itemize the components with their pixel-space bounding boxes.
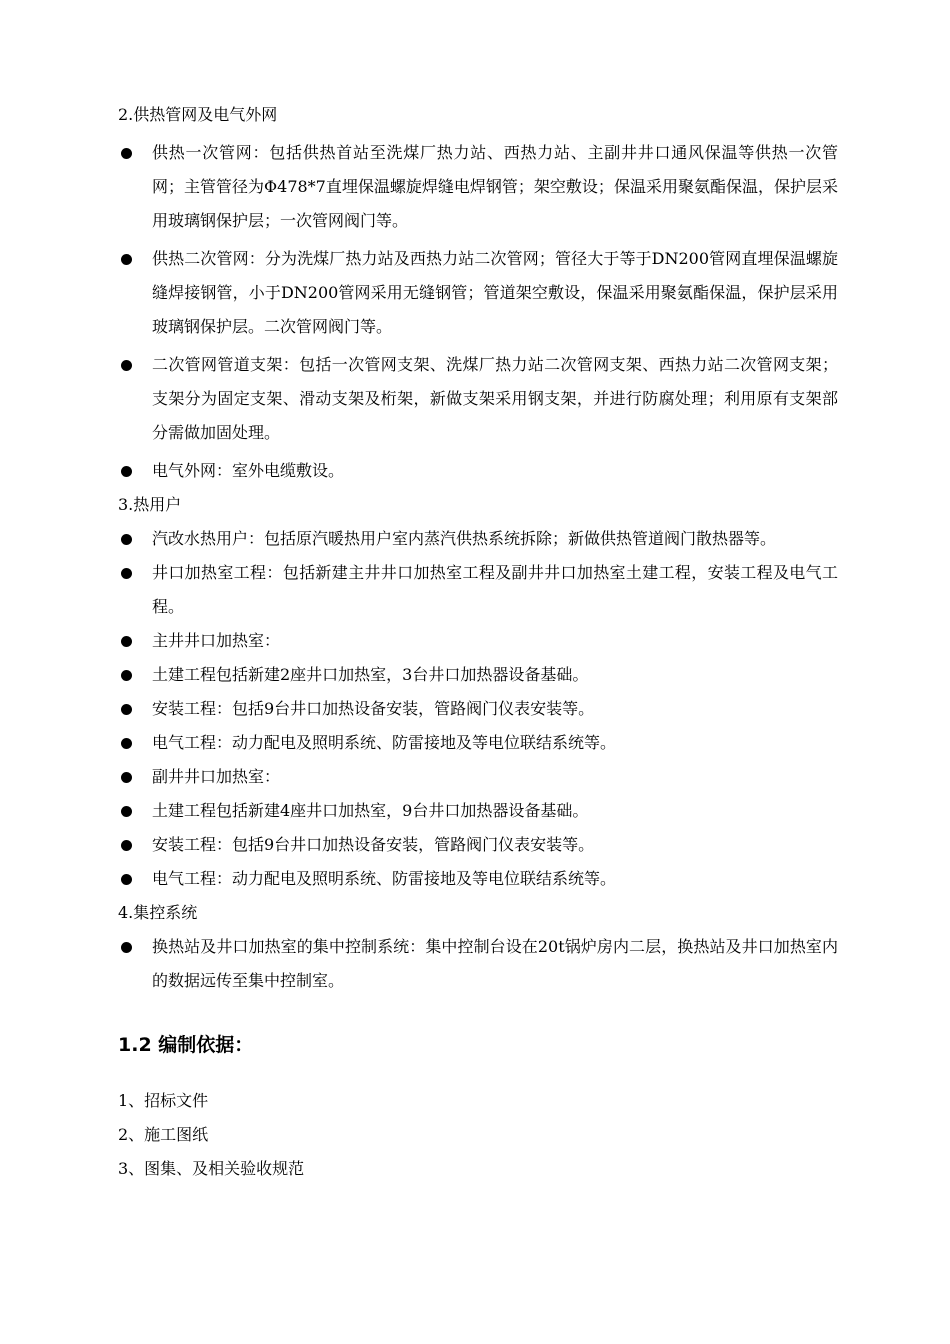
bullet-icon — [121, 738, 132, 749]
list-item: 供热二次管网：分为洗煤厂热力站及西热力站二次管网；管径大于等于DN200管网直埋保温螺旋缝焊接钢管，小于DN200管网采用无缝钢管；管道架空敷设，保温采用聚氨酯保温，保护层采用玻璃钢保护层。二次管网阀门等。 — [118, 242, 838, 344]
list-item: 汽改水热用户：包括原汽暖热用户室内蒸汽供热系统拆除；新做供热管道阀门散热器等。 — [118, 522, 838, 556]
list-item: 电气工程：动力配电及照明系统、防雷接地及等电位联结系统等。 — [118, 862, 838, 896]
list-item: 换热站及井口加热室的集中控制系统：集中控制台设在20t锅炉房内二层，换热站及井口加热室内的数据远传至集中控制室。 — [118, 930, 838, 998]
list-item: 副井井口加热室： — [118, 760, 838, 794]
subheading-basis: 1.2 编制依据： — [118, 1034, 254, 1056]
bullet-icon — [121, 704, 132, 715]
basis-list — [118, 1084, 838, 1186]
section-heading: 2.供热管网及电气外网 — [118, 105, 278, 124]
bullet-icon — [121, 568, 132, 579]
list-item: 二次管网管道支架：包括一次管网支架、洗煤厂热力站二次管网支架、西热力站二次管网支架；支架分为固定支架、滑动支架及桁架，新做支架采用钢支架，并进行防腐处理；利用原有支架部分需做加固处理。 — [118, 348, 838, 450]
section-heading: 4.集控系统 — [118, 903, 198, 922]
bullet-icon — [121, 148, 132, 159]
list-item: 土建工程包括新建2座井口加热室，3台井口加热器设备基础。 — [118, 658, 838, 692]
document-page — [118, 98, 838, 1186]
bullet-icon — [121, 840, 132, 851]
bullet-list — [118, 136, 838, 488]
list-item: 电气工程：动力配电及照明系统、防雷接地及等电位联结系统等。 — [118, 726, 838, 760]
section-central-control — [118, 896, 838, 998]
section-heating-network — [118, 98, 838, 488]
bullet-icon — [121, 874, 132, 885]
bullet-icon — [121, 534, 132, 545]
list-item: 井口加热室工程：包括新建主井井口加热室工程及副井井口加热室土建工程，安装工程及电气工程。 — [118, 556, 838, 624]
bullet-icon — [121, 466, 132, 477]
bullet-icon — [121, 254, 132, 265]
list-item: 2、施工图纸 — [118, 1125, 209, 1144]
bullet-icon — [121, 636, 132, 647]
section-heading: 3.热用户 — [118, 495, 182, 514]
list-item: 电气外网：室外电缆敷设。 — [118, 454, 838, 488]
list-item: 供热一次管网：包括供热首站至洗煤厂热力站、西热力站、主副井井口通风保温等供热一次管网；主管管径为Φ478*7直埋保温螺旋焊缝电焊钢管；架空敷设；保温采用聚氨酯保温，保护层采用玻璃钢保护层；一次管网阀门等。 — [118, 136, 838, 238]
list-item: 主井井口加热室： — [118, 624, 838, 658]
list-item: 土建工程包括新建4座井口加热室，9台井口加热器设备基础。 — [118, 794, 838, 828]
section-heat-users — [118, 488, 838, 896]
bullet-icon — [121, 670, 132, 681]
bullet-icon — [121, 942, 132, 953]
list-item: 1、招标文件 — [118, 1091, 209, 1110]
list-item: 安装工程：包括9台井口加热设备安装，管路阀门仪表安装等。 — [118, 692, 838, 726]
section-basis — [118, 1028, 838, 1186]
bullet-icon — [121, 360, 132, 371]
bullet-list — [118, 930, 838, 998]
list-item: 安装工程：包括9台井口加热设备安装，管路阀门仪表安装等。 — [118, 828, 838, 862]
bullet-list — [118, 522, 838, 896]
list-item: 3、图集、及相关验收规范 — [118, 1159, 305, 1178]
bullet-icon — [121, 772, 132, 783]
bullet-icon — [121, 806, 132, 817]
